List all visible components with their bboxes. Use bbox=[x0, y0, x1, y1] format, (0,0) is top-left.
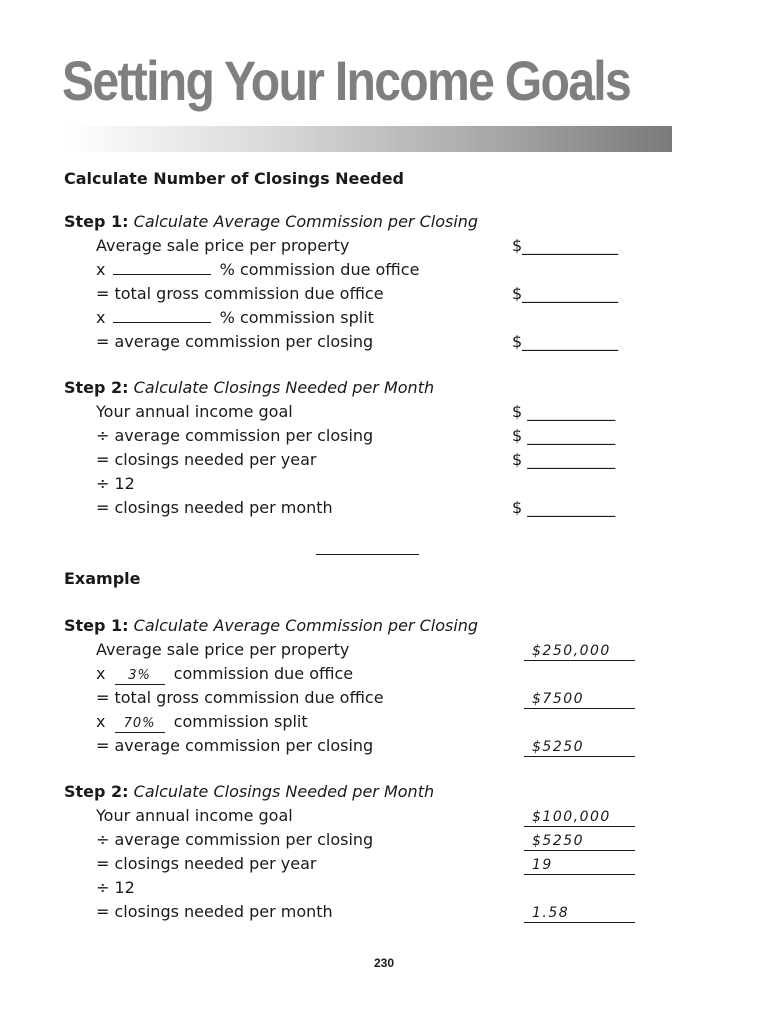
example-avg-commission-label: = average commission per closing bbox=[96, 736, 374, 755]
multiply-sign: x bbox=[96, 260, 106, 279]
multiply-sign: x bbox=[96, 712, 106, 731]
page-title: Setting Your Income Goals bbox=[62, 49, 631, 112]
worksheet-divide-twelve-label: ÷ 12 bbox=[96, 474, 135, 493]
step-description: Calculate Average Commission per Closing bbox=[133, 616, 479, 635]
worksheet-income-goal-blank: $ ___________ bbox=[512, 402, 616, 421]
step-description: Calculate Closings Needed per Month bbox=[133, 782, 435, 801]
worksheet-commission-due-office-row bbox=[96, 260, 419, 280]
example-avg-commission-value: $5250 bbox=[524, 738, 635, 757]
example-commission-split-value: 70% bbox=[115, 716, 165, 733]
example-divide-commission-value: $5250 bbox=[524, 832, 635, 851]
worksheet-heading: Calculate Number of Closings Needed bbox=[64, 169, 405, 188]
step-label: Step 2: bbox=[64, 378, 129, 397]
step-label: Step 1: bbox=[64, 212, 129, 231]
worksheet-divide-commission-blank: $ ___________ bbox=[512, 426, 616, 445]
example-closings-year-label: = closings needed per year bbox=[96, 854, 317, 873]
worksheet-divide-commission-label: ÷ average commission per closing bbox=[96, 426, 374, 445]
commission-split-blank bbox=[113, 308, 211, 323]
example-divide-commission-label: ÷ average commission per closing bbox=[96, 830, 374, 849]
multiply-sign: x bbox=[96, 664, 106, 683]
worksheet-avg-commission-blank: $____________ bbox=[512, 332, 619, 351]
example-avg-sale-price-value: $250,000 bbox=[524, 642, 635, 661]
example-income-goal-label: Your annual income goal bbox=[96, 806, 293, 825]
worksheet-closings-year-label: = closings needed per year bbox=[96, 450, 317, 469]
commission-due-office-label: % commission due office bbox=[219, 260, 420, 279]
example-step2-title bbox=[64, 782, 434, 802]
worksheet-total-gross-blank: $____________ bbox=[512, 284, 619, 303]
step-label: Step 1: bbox=[64, 616, 129, 635]
example-commission-due-office-value: 3% bbox=[115, 668, 165, 685]
step-description: Calculate Closings Needed per Month bbox=[133, 378, 435, 397]
commission-split-label: commission split bbox=[173, 712, 308, 731]
page-number: 230 bbox=[373, 956, 395, 970]
worksheet-total-gross-label: = total gross commission due office bbox=[96, 284, 384, 303]
step-description: Calculate Average Commission per Closing bbox=[133, 212, 479, 231]
example-step1-title bbox=[64, 616, 478, 636]
example-income-goal-value: $100,000 bbox=[524, 808, 635, 827]
commission-due-office-label: commission due office bbox=[173, 664, 354, 683]
example-total-gross-label: = total gross commission due office bbox=[96, 688, 384, 707]
example-closings-month-value: 1.58 bbox=[524, 904, 635, 923]
commission-split-label: % commission split bbox=[219, 308, 374, 327]
worksheet-closings-month-blank: $ ___________ bbox=[512, 498, 616, 517]
worksheet-avg-commission-label: = average commission per closing bbox=[96, 332, 374, 351]
worksheet-commission-split-row bbox=[96, 308, 374, 328]
worksheet-closings-year-blank: $ ___________ bbox=[512, 450, 616, 469]
worksheet-avg-sale-price-label: Average sale price per property bbox=[96, 236, 350, 255]
example-divide-twelve-label: ÷ 12 bbox=[96, 878, 135, 897]
example-total-gross-value: $7500 bbox=[524, 690, 635, 709]
multiply-sign: x bbox=[96, 308, 106, 327]
title-gradient-bar bbox=[64, 126, 672, 152]
worksheet-income-goal-label: Your annual income goal bbox=[96, 402, 293, 421]
section-divider bbox=[316, 554, 419, 555]
example-commission-due-office-row bbox=[96, 664, 353, 685]
step-label: Step 2: bbox=[64, 782, 129, 801]
example-closings-month-label: = closings needed per month bbox=[96, 902, 333, 921]
worksheet-closings-month-label: = closings needed per month bbox=[96, 498, 333, 517]
worksheet-step1-title bbox=[64, 212, 478, 232]
example-heading: Example bbox=[64, 569, 141, 588]
worksheet-step2-title bbox=[64, 378, 434, 398]
worksheet-avg-sale-price-blank: $____________ bbox=[512, 236, 619, 255]
example-closings-year-value: 19 bbox=[524, 856, 635, 875]
example-avg-sale-price-label: Average sale price per property bbox=[96, 640, 350, 659]
example-commission-split-row bbox=[96, 712, 308, 733]
commission-due-office-blank bbox=[113, 260, 211, 275]
